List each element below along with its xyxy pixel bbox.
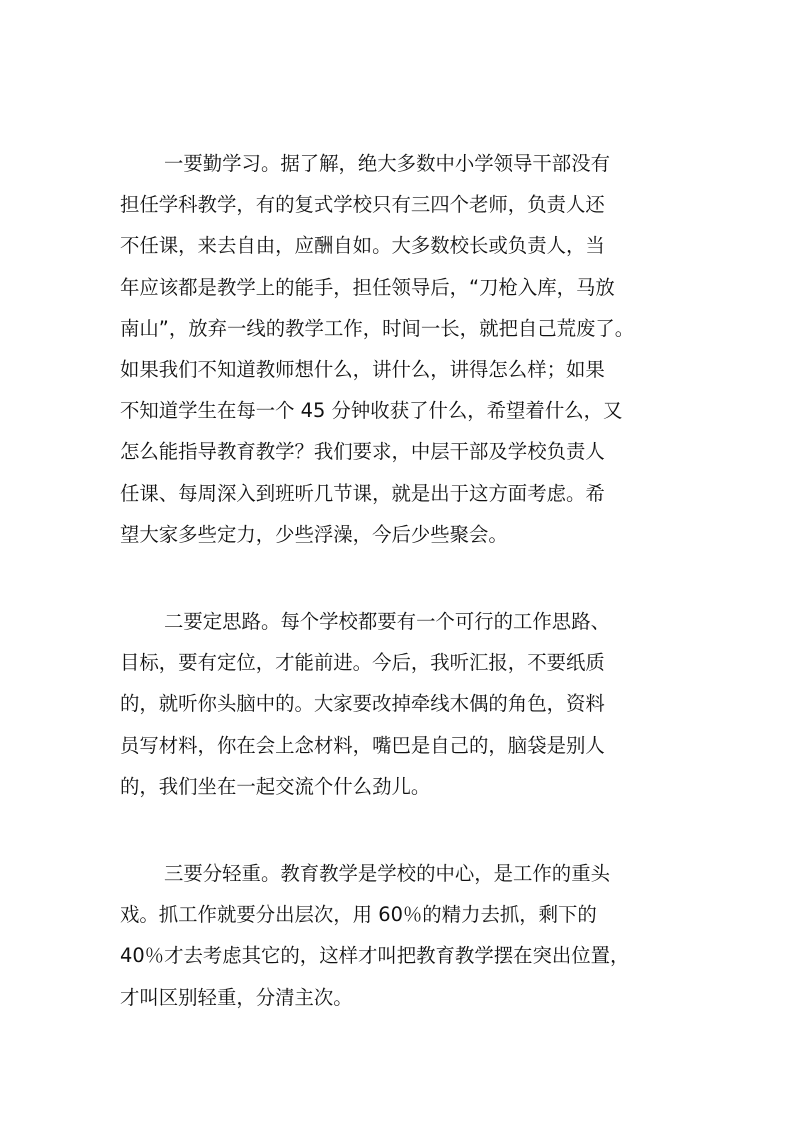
text-line: 如果我们不知道教师想什么，讲什么，讲得怎么样；如果 xyxy=(120,357,605,381)
text-line: 不任课，来去自由，应酬自如。大多数校长或负责人，当 xyxy=(120,234,605,258)
text-line: 一要勤学习。据了解，绝大多数中小学领导干部没有 xyxy=(164,152,610,175)
text-line: 年应该都是教学上的能手，担任领导后，“刀枪入库，马放 xyxy=(120,275,615,299)
text-line: 员写材料，你在会上念材料，嘴巴是自己的，脑袋是别人 xyxy=(120,733,605,757)
text-line: 目标，要有定位，才能前进。今后，我听汇报，不要纸质 xyxy=(120,651,605,675)
text-line: 的，就听你头脑中的。大家要改掉牵线木偶的角色，资料 xyxy=(120,692,605,716)
text-line: 任课、每周深入到班听几节课，就是出于这方面考虑。希 xyxy=(120,481,605,505)
text-line: 才叫区别轻重，分清主次。 xyxy=(120,985,353,1009)
text-line: 三要分轻重。教育教学是学校的中心，是工作的重头 xyxy=(164,862,610,885)
paragraph-thinking xyxy=(120,601,700,807)
text-line: 的，我们坐在一起交流个什么劲儿。 xyxy=(120,774,431,798)
text-line: 40％才去考虑其它的，这样才叫把教育教学摆在突出位置， xyxy=(120,944,630,968)
text-line: 南山”，放弃一线的教学工作，时间一长，就把自己荒废了。 xyxy=(120,316,635,340)
paragraph-study xyxy=(120,143,700,555)
paragraph-priorities xyxy=(120,853,700,1018)
text-line: 怎么能指导教育教学？我们要求，中层干部及学校负责人 xyxy=(120,440,605,464)
text-line: 不知道学生在每一个 45 分钟收获了什么，希望着什么，又 xyxy=(120,399,623,423)
text-line: 望大家多些定力，少些浮澡，今后少些聚会。 xyxy=(120,522,508,546)
text-line: 戏。抓工作就要分出层次，用 60％的精力去抓，剩下的 xyxy=(120,903,597,927)
text-line: 担任学科教学，有的复式学校只有三四个老师，负责人还 xyxy=(120,193,605,217)
text-line: 二要定思路。每个学校都要有一个可行的工作思路、 xyxy=(164,610,610,633)
